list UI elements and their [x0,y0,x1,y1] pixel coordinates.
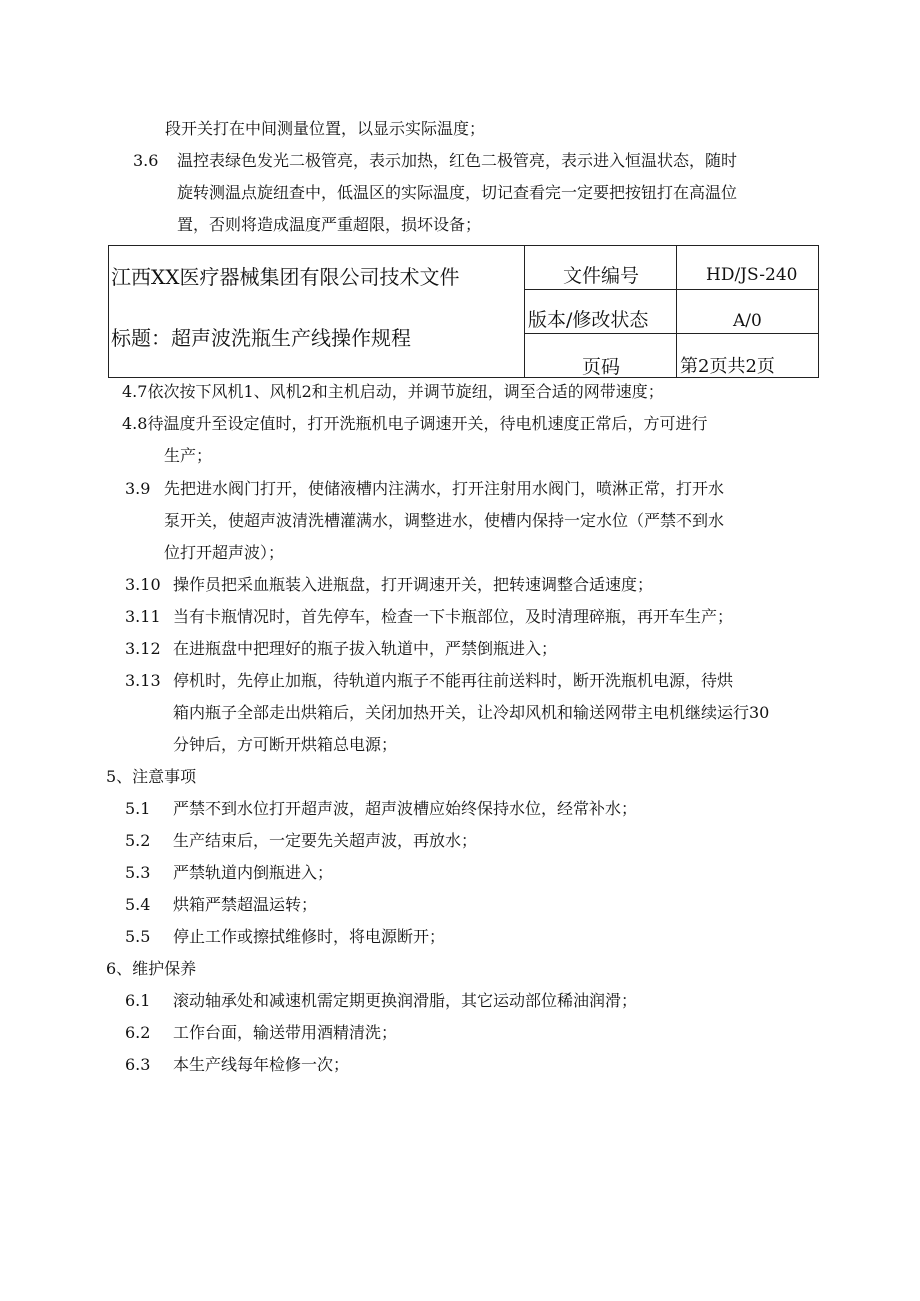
step-3-11: 当有卡瓶情况时，首先停车，检查一下卡瓶部位，及时清理碎瓶，再开车生产； [173,607,734,626]
item-number: 6.2 [125,1023,151,1042]
version-value: A/0 [733,311,762,331]
maintenance-item: 工作台面，输送带用酒精清洗； [173,1023,398,1042]
step-3-13: 停机时，先停止加瓶，待轨道内瓶子不能再往前送料时，断开洗瓶机电源，待烘 [173,671,734,690]
maintenance-item: 滚动轴承处和减速机需定期更换润滑脂，其它运动部位稀油润滑； [173,991,638,1010]
item-number: 3.11 [125,607,161,626]
page-number: 第2页共2页 [680,356,775,377]
step-3-10: 操作员把采血瓶装入进瓶盘，打开调速开关，把转速调整合适速度； [173,575,654,594]
item-number: 3.10 [125,575,161,594]
doc-number: HD/JS-240 [706,265,798,285]
step-4-8: 4.8待温度升至设定值时，打开洗瓶机电子调速开关，待电机速度正常后，方可进行 [122,414,708,433]
step-3-12: 在进瓶盘中把理好的瓶子拔入轨道中，严禁倒瓶进入； [173,639,558,658]
note-item: 烘箱严禁超温运转； [173,895,318,914]
page-label: 页码 [582,356,621,378]
section-heading-maintenance: 6、维护保养 [106,959,197,978]
text-line: 分钟后，方可断开烘箱总电源； [173,735,398,754]
item-number: 6.3 [125,1055,151,1074]
item-number: 5.1 [125,799,151,818]
text-line: 置，否则将造成温度严重超限，损坏设备； [177,215,482,234]
company-name: 江西XX医疗器械集团有限公司技术文件 [111,265,460,289]
item-number: 3.6 [133,151,159,170]
text-line: 温控表绿色发光二极管亮，表示加热，红色二极管亮，表示进入恒温状态，随时 [177,151,738,170]
text-line: 旋转测温点旋纽查中，低温区的实际温度，切记查看完一定要把按钮打在高温位 [177,183,738,202]
item-number: 5.3 [125,863,151,882]
item-number: 5.5 [125,927,151,946]
note-item: 生产结束后，一定要先关超声波，再放水； [173,831,478,850]
item-number: 3.13 [125,671,161,690]
maintenance-item: 本生产线每年检修一次； [173,1055,350,1074]
note-item: 严禁不到水位打开超声波，超声波槽应始终保持水位，经常补水； [173,799,638,818]
doc-number-label: 文件编号 [563,265,640,287]
note-item: 严禁轨道内倒瓶进入； [173,863,334,882]
section-heading-notes: 5、注意事项 [106,767,197,786]
text-line: 位打开超声波）； [164,543,285,562]
item-number: 3.9 [125,479,151,498]
text-line: 段开关打在中间测量位置，以显示实际温度； [165,119,486,138]
item-number: 3.12 [125,639,161,658]
item-number: 5.4 [125,895,151,914]
document-title: 标题：超声波洗瓶生产线操作规程 [111,326,411,350]
item-number: 6.1 [125,991,151,1010]
text-line: 生产； [164,446,213,465]
step-3-9: 先把进水阀门打开，使储液槽内注满水，打开注射用水阀门，喷淋正常，打开水 [164,479,725,498]
text-line: 箱内瓶子全部走出烘箱后，关闭加热开关，让冷却风机和输送网带主电机继续运行30 [173,703,770,722]
step-4-7: 4.7依次按下风机1、风机2和主机启动，并调节旋纽，调至合适的网带速度； [122,382,664,401]
version-label: 版本/修改状态 [528,309,649,331]
item-number: 5.2 [125,831,151,850]
text-line: 泵开关，使超声波清洗槽灌满水，调整进水，使槽内保持一定水位（严禁不到水 [164,511,725,530]
note-item: 停止工作或擦拭维修时，将电源断开； [173,927,446,946]
